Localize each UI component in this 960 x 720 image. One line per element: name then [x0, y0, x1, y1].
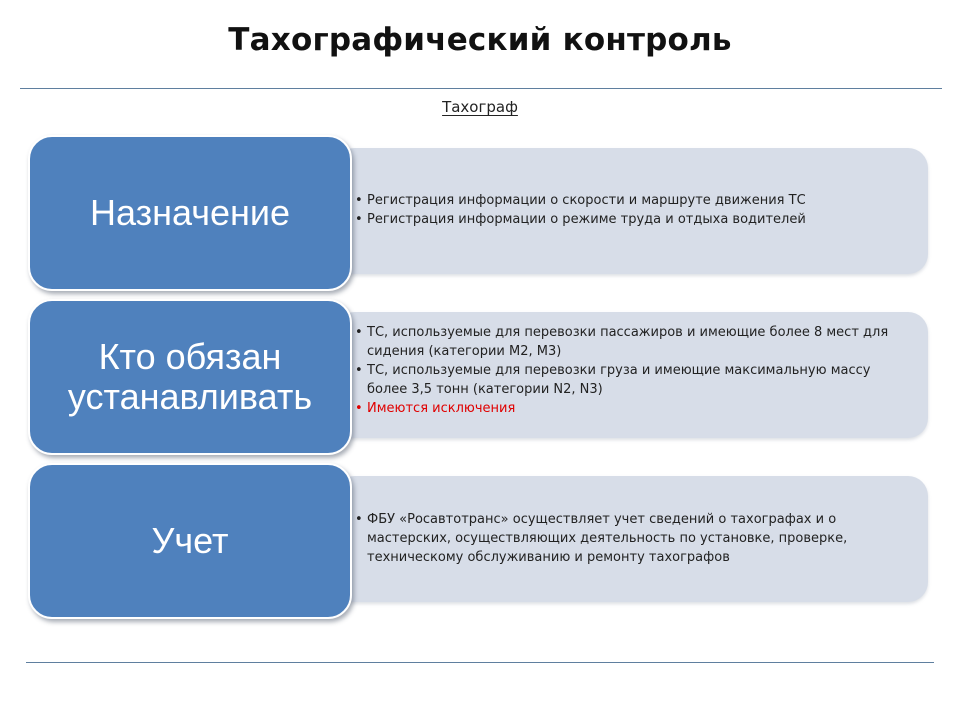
slide-title: Тахографический контроль [228, 22, 732, 58]
list-item: • ТС, используемые для перевозки груза и имеющие максимальную массу более 3,5 тонн (категории N2, N3) [353, 361, 913, 399]
row-who-installs-list [353, 323, 913, 418]
exceptions-note: • Имеются исключения [353, 399, 913, 418]
row-purpose-label-block [28, 135, 352, 291]
row-purpose-label: Назначение [89, 191, 291, 233]
row-who-installs-label-line-2: устанавливать [67, 376, 313, 417]
row-who-installs-label-block [28, 299, 352, 455]
row-purpose-list [353, 191, 913, 229]
list-item: • ФБУ «Росавтотранс» осуществляет учет сведений о тахографах и о мастерских, осуществляющих деятельность по установке, проверке, техническому обслуживанию и ремонту тахографов [353, 510, 913, 567]
subtitle-text: Тахограф [442, 98, 518, 116]
list-item: • Регистрация информации о скорости и маршруте движения ТС [353, 191, 913, 210]
row-who-installs-label-line-1: Кто обязан [98, 335, 282, 377]
bottom-divider [26, 662, 934, 663]
slide-subtitle [0, 98, 960, 116]
row-accounting-label: Учет [151, 519, 229, 561]
row-accounting-label-block [28, 463, 352, 619]
row-accounting-list [353, 510, 913, 567]
list-item: • ТС, используемые для перевозки пассажиров и имеющие более 8 мест для сидения (категории М2, М3) [353, 323, 913, 361]
list-item: • Регистрация информации о режиме труда и отдыха водителей [353, 210, 913, 229]
top-divider [20, 88, 942, 89]
